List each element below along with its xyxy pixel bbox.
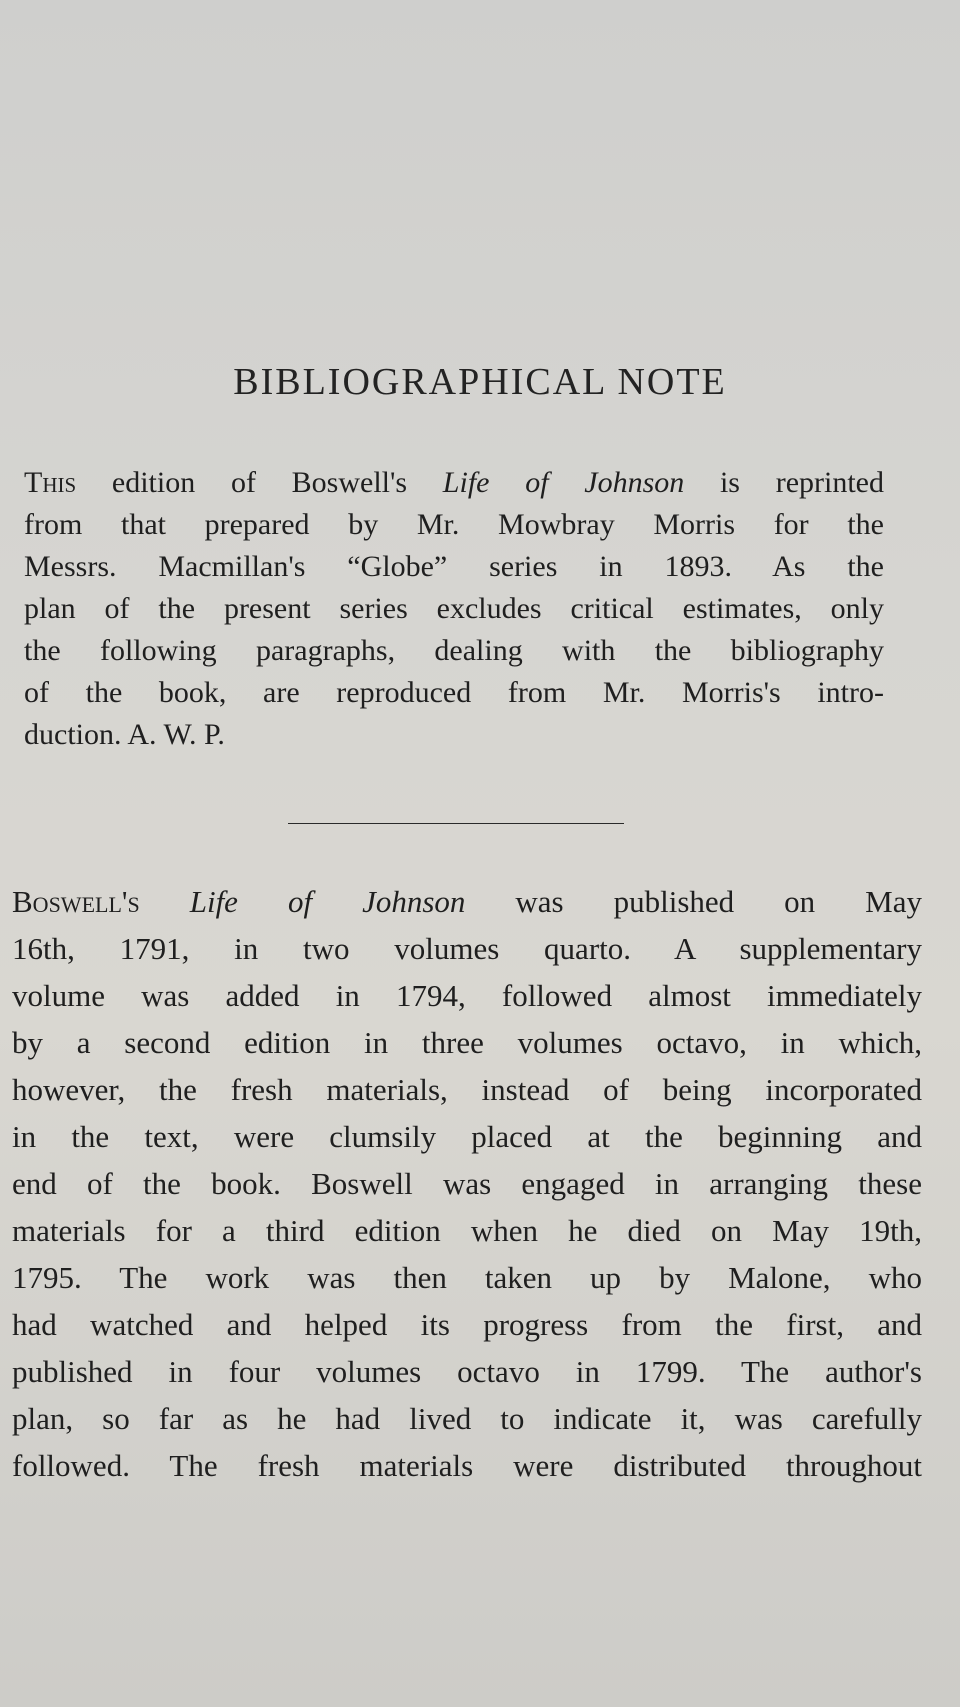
book-title-italic: Life of Johnson bbox=[189, 884, 466, 919]
text-line: from that prepared by Mr. Mowbray Morris for the bbox=[24, 508, 884, 541]
book-title-italic: Life of Johnson bbox=[442, 466, 685, 499]
text-line: had watched and helped its progress from the first, and bbox=[12, 1307, 922, 1342]
text-line: the following paragraphs, dealing with the bibliography bbox=[24, 634, 884, 667]
text-line: duction. A. W. P. bbox=[24, 718, 225, 751]
editor-note-paragraph bbox=[24, 462, 884, 756]
text-line: of the book, are reproduced from Mr. Morris's intro- bbox=[24, 676, 884, 709]
text-line: by a second edition in three volumes octavo, in which, bbox=[12, 1025, 922, 1060]
text-line: however, the fresh materials, instead of being incorporated bbox=[12, 1072, 922, 1107]
text-line: 1795. The work was then taken up by Malone, who bbox=[12, 1260, 922, 1295]
text-line: 16th, 1791, in two volumes quarto. A supplementary bbox=[12, 931, 922, 966]
text-line: plan, so far as he had lived to indicate it, was carefully bbox=[12, 1401, 922, 1436]
text-line: end of the book. Boswell was engaged in arranging these bbox=[12, 1166, 922, 1201]
text-line: published in four volumes octavo in 1799. The author's bbox=[12, 1354, 922, 1389]
section-divider bbox=[288, 823, 624, 824]
text-line: volume was added in 1794, followed almost immediately bbox=[12, 978, 922, 1013]
page-title: BIBLIOGRAPHICAL NOTE bbox=[233, 361, 727, 403]
text-line: Messrs. Macmillan's “Globe” series in 1893. As the bbox=[24, 550, 884, 583]
text-line: This edition of Boswell's Life of Johnson is reprinted bbox=[24, 466, 884, 499]
text-line: Boswell's Life of Johnson was published on May bbox=[12, 884, 922, 919]
small-caps-lead: Boswell's bbox=[12, 884, 140, 919]
bibliography-paragraph bbox=[12, 878, 922, 1489]
text-line: followed. The fresh materials were distributed throughout bbox=[12, 1448, 922, 1483]
text-line: materials for a third edition when he died on May 19th, bbox=[12, 1213, 922, 1248]
text-line: in the text, were clumsily placed at the beginning and bbox=[12, 1119, 922, 1154]
small-caps-lead: This bbox=[24, 466, 77, 499]
text-line: plan of the present series excludes critical estimates, only bbox=[24, 592, 884, 625]
